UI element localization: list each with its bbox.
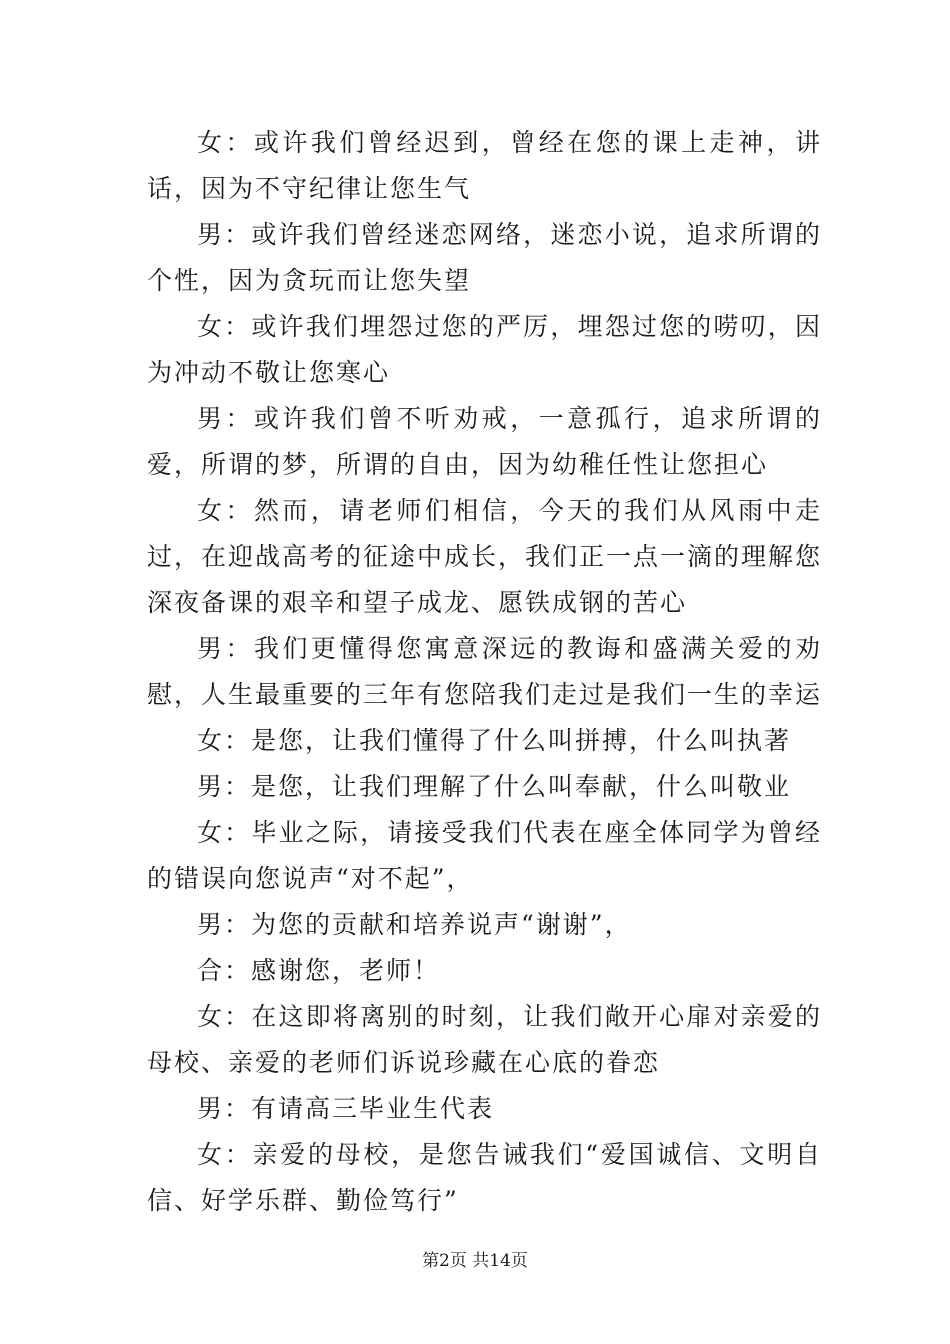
paragraph: 男：或许我们曾不听劝戒，一意孤行，追求所谓的爱，所谓的梦，所谓的自由，因为幼稚任性让您担心	[147, 404, 822, 479]
paragraph: 女：亲爱的母校，是您告诫我们“爱国诚信、文明自信、好学乐群、勤俭笃行”	[147, 1140, 822, 1215]
paragraph: 女：或许我们曾经迟到，曾经在您的课上走神，讲话，因为不守纪律让您生气	[147, 128, 822, 203]
paragraph: 男：为您的贡献和培养说声“谢谢”，	[197, 910, 632, 939]
paragraph: 女：是您，让我们懂得了什么叫拼搏，什么叫执著	[197, 726, 792, 755]
paragraph: 女：或许我们埋怨过您的严厉，埋怨过您的唠叨，因为冲动不敬让您寒心	[147, 312, 822, 387]
paragraph: 女：毕业之际，请接受我们代表在座全体同学为曾经的错误向您说声“对不起”，	[147, 818, 822, 893]
page-footer: 第2页 共14页	[422, 1251, 528, 1271]
paragraph: 男：我们更懂得您寓意深远的教诲和盛满关爱的劝慰，人生最重要的三年有您陪我们走过是我们一生的幸运	[147, 634, 823, 709]
paragraph: 男：是您，让我们理解了什么叫奉献，什么叫敬业	[197, 772, 792, 801]
paragraph: 合：感谢您，老师！	[197, 956, 441, 985]
document-body	[147, 120, 822, 1224]
paragraph: 男：或许我们曾经迷恋网络，迷恋小说，追求所谓的个性，因为贪玩而让您失望	[147, 220, 822, 295]
paragraph: 男：有请高三毕业生代表	[197, 1094, 495, 1123]
paragraph: 女：在这即将离别的时刻，让我们敞开心扉对亲爱的母校、亲爱的老师们诉说珍藏在心底的眷恋	[147, 1002, 822, 1077]
paragraph: 女：然而，请老师们相信，今天的我们从风雨中走过，在迎战高考的征途中成长，我们正一点一滴的理解您深夜备课的艰辛和望子成龙、愿铁成钢的苦心	[147, 496, 823, 617]
